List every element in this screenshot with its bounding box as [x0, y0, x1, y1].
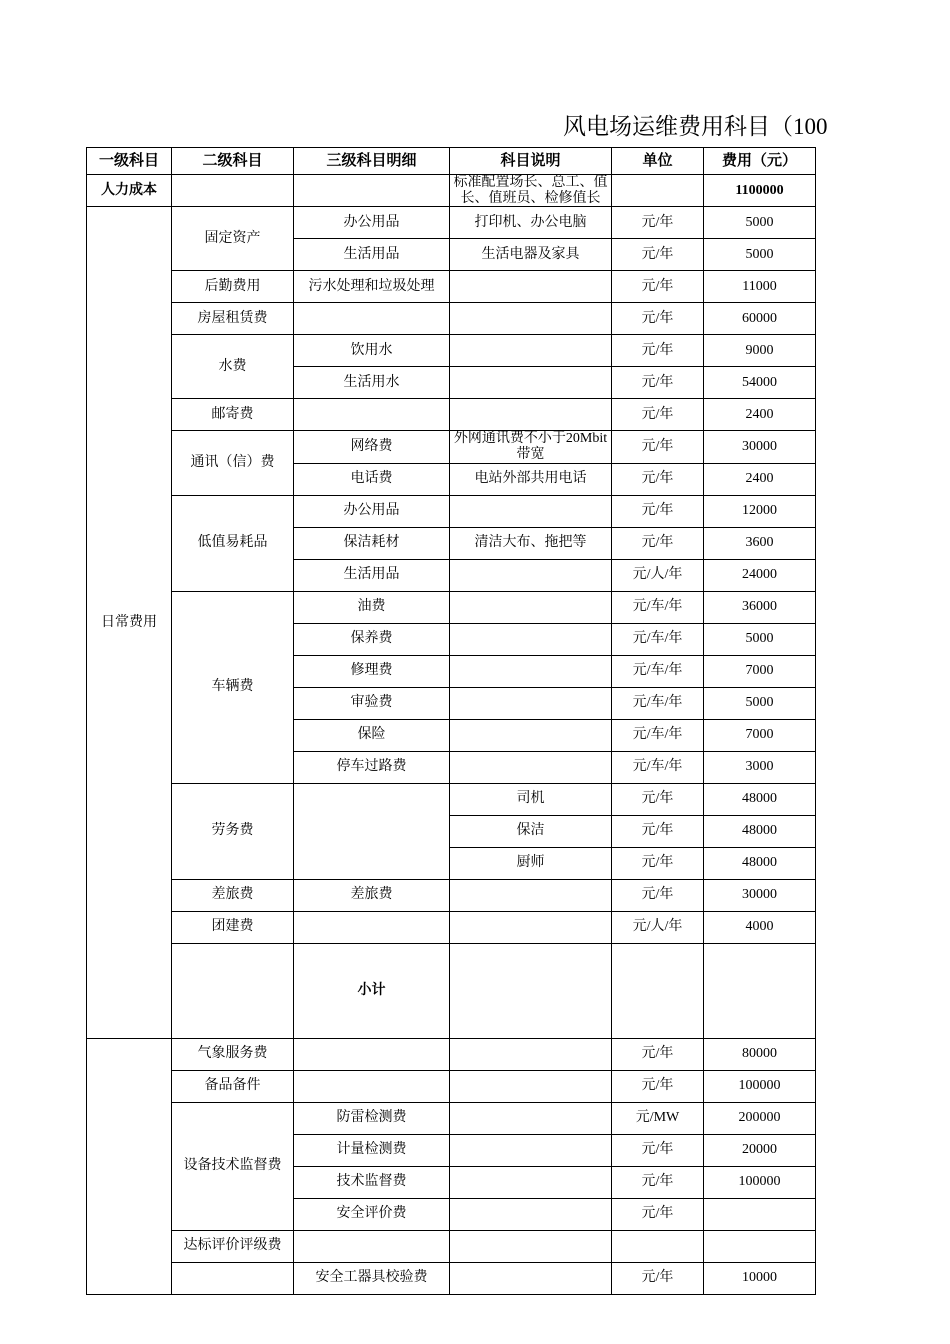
cell-description[interactable]: [450, 687, 612, 719]
cell-unit[interactable]: [612, 1230, 704, 1262]
cell-description[interactable]: [450, 399, 612, 431]
cell-level2[interactable]: 气象服务费: [172, 1038, 294, 1070]
cell-fee[interactable]: 11000: [704, 271, 816, 303]
cell-fee[interactable]: 100000: [704, 1166, 816, 1198]
cell-level2[interactable]: 房屋租赁费: [172, 303, 294, 335]
cell-description[interactable]: 清洁大布、拖把等: [450, 527, 612, 559]
table-row: [87, 207, 816, 239]
cell-fee[interactable]: 12000: [704, 495, 816, 527]
cell-level1[interactable]: 日常费用: [87, 207, 172, 1038]
cell-level3-detail[interactable]: [294, 303, 450, 335]
cell-fee[interactable]: 7000: [704, 655, 816, 687]
cell-unit[interactable]: 元/年: [612, 207, 704, 239]
cell-unit[interactable]: 元/年: [612, 1166, 704, 1198]
cell-fee[interactable]: 9000: [704, 335, 816, 367]
sheet-title-row: [0, 112, 950, 146]
cell-unit[interactable]: 元/车/年: [612, 687, 704, 719]
cell-fee[interactable]: 5000: [704, 207, 816, 239]
table-row: [87, 431, 816, 463]
table-body: [87, 148, 816, 1295]
cell-unit[interactable]: 元/车/年: [612, 719, 704, 751]
cell-level3-detail[interactable]: 保险: [294, 719, 450, 751]
cell-description[interactable]: 外网通讯费不小于20Mbit带宽: [450, 431, 612, 463]
cell-level3-detail[interactable]: 办公用品: [294, 495, 450, 527]
cell-level3-detail[interactable]: 防雷检测费: [294, 1102, 450, 1134]
cell-level2[interactable]: 后勤费用: [172, 271, 294, 303]
cost-breakdown-table: [86, 147, 816, 1295]
cell-fee[interactable]: [704, 1230, 816, 1262]
cell-level3-detail[interactable]: 生活用品: [294, 559, 450, 591]
cell-fee[interactable]: 60000: [704, 303, 816, 335]
table-row: [87, 911, 816, 943]
cell-fee[interactable]: 7000: [704, 719, 816, 751]
cell-description[interactable]: [450, 591, 612, 623]
cell-fee[interactable]: 1100000: [704, 175, 816, 207]
table-row: [87, 1038, 816, 1070]
cell-level3-detail[interactable]: 差旅费: [294, 879, 450, 911]
cell-level1[interactable]: 人力成本: [87, 175, 172, 207]
cell-description[interactable]: [450, 495, 612, 527]
cell-level2[interactable]: 小计: [294, 943, 450, 1038]
cell-unit[interactable]: 元/年: [612, 847, 704, 879]
cell-level1[interactable]: [87, 1038, 172, 1294]
cell-level3-detail[interactable]: [294, 1070, 450, 1102]
cell-level3-detail[interactable]: 饮用水: [294, 335, 450, 367]
cell-fee[interactable]: 10000: [704, 1262, 816, 1294]
cell-level2[interactable]: 邮寄费: [172, 399, 294, 431]
cell-level3-detail[interactable]: 安全工器具校验费: [294, 1262, 450, 1294]
cell-level3-detail[interactable]: 停车过路费: [294, 751, 450, 783]
cell-level3-detail[interactable]: [294, 175, 450, 207]
cell-level3-detail[interactable]: 办公用品: [294, 207, 450, 239]
table-row: [87, 591, 816, 623]
cell-level3-detail[interactable]: 保洁耗材: [294, 527, 450, 559]
cell-description[interactable]: [450, 1038, 612, 1070]
cell-level3-detail[interactable]: 电话费: [294, 463, 450, 495]
cell-fee[interactable]: 30000: [704, 879, 816, 911]
cell-description[interactable]: 生活电器及家具: [450, 239, 612, 271]
cell-description[interactable]: [450, 559, 612, 591]
table-row: [87, 943, 816, 1038]
cell-description[interactable]: [450, 303, 612, 335]
cell-unit[interactable]: 元/年: [612, 271, 704, 303]
cell-level3-detail[interactable]: 生活用水: [294, 367, 450, 399]
cell-unit[interactable]: 元/年: [612, 303, 704, 335]
cell-fee[interactable]: 48000: [704, 783, 816, 815]
cell-description[interactable]: [450, 751, 612, 783]
page-title: 风电场运维费用科目（100: [563, 114, 828, 139]
cell-fee[interactable]: 24000: [704, 559, 816, 591]
cell-fee[interactable]: 3000: [704, 751, 816, 783]
column-header-6: 费用（元）: [704, 148, 816, 175]
cell-level2[interactable]: [172, 175, 294, 207]
cell-level2[interactable]: [172, 1262, 294, 1294]
table-row: [87, 399, 816, 431]
cell-fee[interactable]: 80000: [704, 1038, 816, 1070]
cell-unit[interactable]: 元/车/年: [612, 751, 704, 783]
cell-level3-detail[interactable]: 计量检测费: [294, 1134, 450, 1166]
cell-description[interactable]: 电站外部共用电话: [450, 463, 612, 495]
cell-unit[interactable]: 元/年: [612, 879, 704, 911]
cell-fee[interactable]: 48000: [704, 847, 816, 879]
cell-description[interactable]: [450, 623, 612, 655]
table-row: [87, 303, 816, 335]
cell-level3-detail[interactable]: [294, 1230, 450, 1262]
cell-unit[interactable]: 元/年: [612, 335, 704, 367]
cell-description[interactable]: [612, 943, 704, 1038]
cell-level2[interactable]: 低值易耗品: [172, 495, 294, 591]
cell-fee[interactable]: 3600: [704, 527, 816, 559]
table-row: [87, 879, 816, 911]
cell-level2[interactable]: 水费: [172, 335, 294, 399]
table-row: [87, 1070, 816, 1102]
cell-fee[interactable]: [704, 1198, 816, 1230]
cell-description[interactable]: [450, 367, 612, 399]
table-row: [87, 495, 816, 527]
cell-unit[interactable]: 元/年: [612, 1134, 704, 1166]
cell-description[interactable]: [450, 1230, 612, 1262]
cell-description[interactable]: [450, 335, 612, 367]
cell-fee[interactable]: 200000: [704, 1102, 816, 1134]
cell-unit[interactable]: 元/年: [612, 527, 704, 559]
cell-fee[interactable]: 30000: [704, 431, 816, 463]
cell-level2[interactable]: 达标评价评级费: [172, 1230, 294, 1262]
cell-unit[interactable]: [612, 175, 704, 207]
cell-description[interactable]: [450, 1198, 612, 1230]
cell-level3-detail[interactable]: 网络费: [294, 431, 450, 463]
cell-fee[interactable]: 5000: [704, 687, 816, 719]
cell-description[interactable]: 打印机、办公电脑: [450, 207, 612, 239]
cell-description[interactable]: [450, 1166, 612, 1198]
cell-fee[interactable]: 5000: [704, 623, 816, 655]
column-header-5: 单位: [612, 148, 704, 175]
cell-level3-detail[interactable]: 油费: [294, 591, 450, 623]
table-row: [87, 1262, 816, 1294]
cell-level3-detail[interactable]: 安全评价费: [294, 1198, 450, 1230]
cell-level2[interactable]: 备品备件: [172, 1070, 294, 1102]
cell-unit[interactable]: 元/年: [612, 1262, 704, 1294]
cell-level2[interactable]: 车辆费: [172, 591, 294, 783]
cell-description[interactable]: [450, 719, 612, 751]
cell-level3-detail[interactable]: 污水处理和垃圾处理: [294, 271, 450, 303]
cell-unit[interactable]: 元/年: [612, 1198, 704, 1230]
cell-level2[interactable]: 设备技术监督费: [172, 1102, 294, 1230]
cell-description[interactable]: 厨师: [450, 847, 612, 879]
cell-fee[interactable]: 5000: [704, 239, 816, 271]
cell-description[interactable]: [450, 879, 612, 911]
cell-unit[interactable]: 元/年: [612, 431, 704, 463]
cell-level2[interactable]: 团建费: [172, 911, 294, 943]
cell-level3-detail[interactable]: [294, 911, 450, 943]
cell-level1[interactable]: [172, 943, 294, 1038]
cell-level3-detail[interactable]: [294, 1038, 450, 1070]
cell-level3-detail[interactable]: 技术监督费: [294, 1166, 450, 1198]
cell-description[interactable]: [450, 1070, 612, 1102]
cell-unit[interactable]: 元/年: [612, 783, 704, 815]
cell-unit[interactable]: 元/年: [612, 1070, 704, 1102]
cell-unit[interactable]: 元/车/年: [612, 623, 704, 655]
cell-level2[interactable]: 固定资产: [172, 207, 294, 271]
cell-description[interactable]: 标准配置场长、总工、值长、值班员、检修值长: [450, 175, 612, 207]
table-row: [87, 1102, 816, 1134]
cell-fee[interactable]: 2400: [704, 463, 816, 495]
cell-unit[interactable]: 元/年: [612, 239, 704, 271]
column-header-4: 科目说明: [450, 148, 612, 175]
column-header-2: 二级科目: [172, 148, 294, 175]
cell-unit[interactable]: 元/车/年: [612, 655, 704, 687]
cell-unit[interactable]: 元/MW: [612, 1102, 704, 1134]
cell-level3-detail[interactable]: 修理费: [294, 655, 450, 687]
cell-fee[interactable]: 4000: [704, 911, 816, 943]
cell-fee[interactable]: 100000: [704, 1070, 816, 1102]
cell-unit[interactable]: 元/年: [612, 463, 704, 495]
cell-description[interactable]: 保洁: [450, 815, 612, 847]
cell-unit[interactable]: 元/年: [612, 399, 704, 431]
cell-level3-detail[interactable]: [294, 399, 450, 431]
column-header-3: 三级科目明细: [294, 148, 450, 175]
cell-description[interactable]: [450, 655, 612, 687]
cell-level2[interactable]: 劳务费: [172, 783, 294, 879]
cell-description[interactable]: [450, 911, 612, 943]
cell-fee[interactable]: 20000: [704, 1134, 816, 1166]
cell-level3-detail[interactable]: [450, 943, 612, 1038]
cell-level3-detail[interactable]: [294, 783, 450, 879]
cell-level3-detail[interactable]: 保养费: [294, 623, 450, 655]
table-row: [87, 271, 816, 303]
table-row: [87, 1230, 816, 1262]
cell-unit[interactable]: 元/年: [612, 815, 704, 847]
cell-description[interactable]: [450, 271, 612, 303]
cell-fee[interactable]: 2400: [704, 399, 816, 431]
table-row: [87, 783, 816, 815]
cell-unit[interactable]: [704, 943, 816, 1038]
cell-unit[interactable]: 元/年: [612, 495, 704, 527]
cell-level3-detail[interactable]: 审验费: [294, 687, 450, 719]
cell-unit[interactable]: 元/车/年: [612, 591, 704, 623]
cell-level2[interactable]: 差旅费: [172, 879, 294, 911]
table-header-row: [87, 148, 816, 175]
cell-fee[interactable]: 54000: [704, 367, 816, 399]
cell-description[interactable]: [450, 1102, 612, 1134]
column-header-1: 一级科目: [87, 148, 172, 175]
cell-unit[interactable]: 元/人/年: [612, 559, 704, 591]
cell-unit[interactable]: 元/年: [612, 367, 704, 399]
cell-description[interactable]: [450, 1134, 612, 1166]
cell-unit[interactable]: 元/年: [612, 1038, 704, 1070]
cell-fee[interactable]: 48000: [704, 815, 816, 847]
cell-description[interactable]: [450, 1262, 612, 1294]
cell-level2[interactable]: 通讯（信）费: [172, 431, 294, 495]
cell-unit[interactable]: 元/人/年: [612, 911, 704, 943]
cell-fee[interactable]: 36000: [704, 591, 816, 623]
table-row: [87, 335, 816, 367]
table-row: [87, 175, 816, 207]
cell-description[interactable]: 司机: [450, 783, 612, 815]
cell-level3-detail[interactable]: 生活用品: [294, 239, 450, 271]
